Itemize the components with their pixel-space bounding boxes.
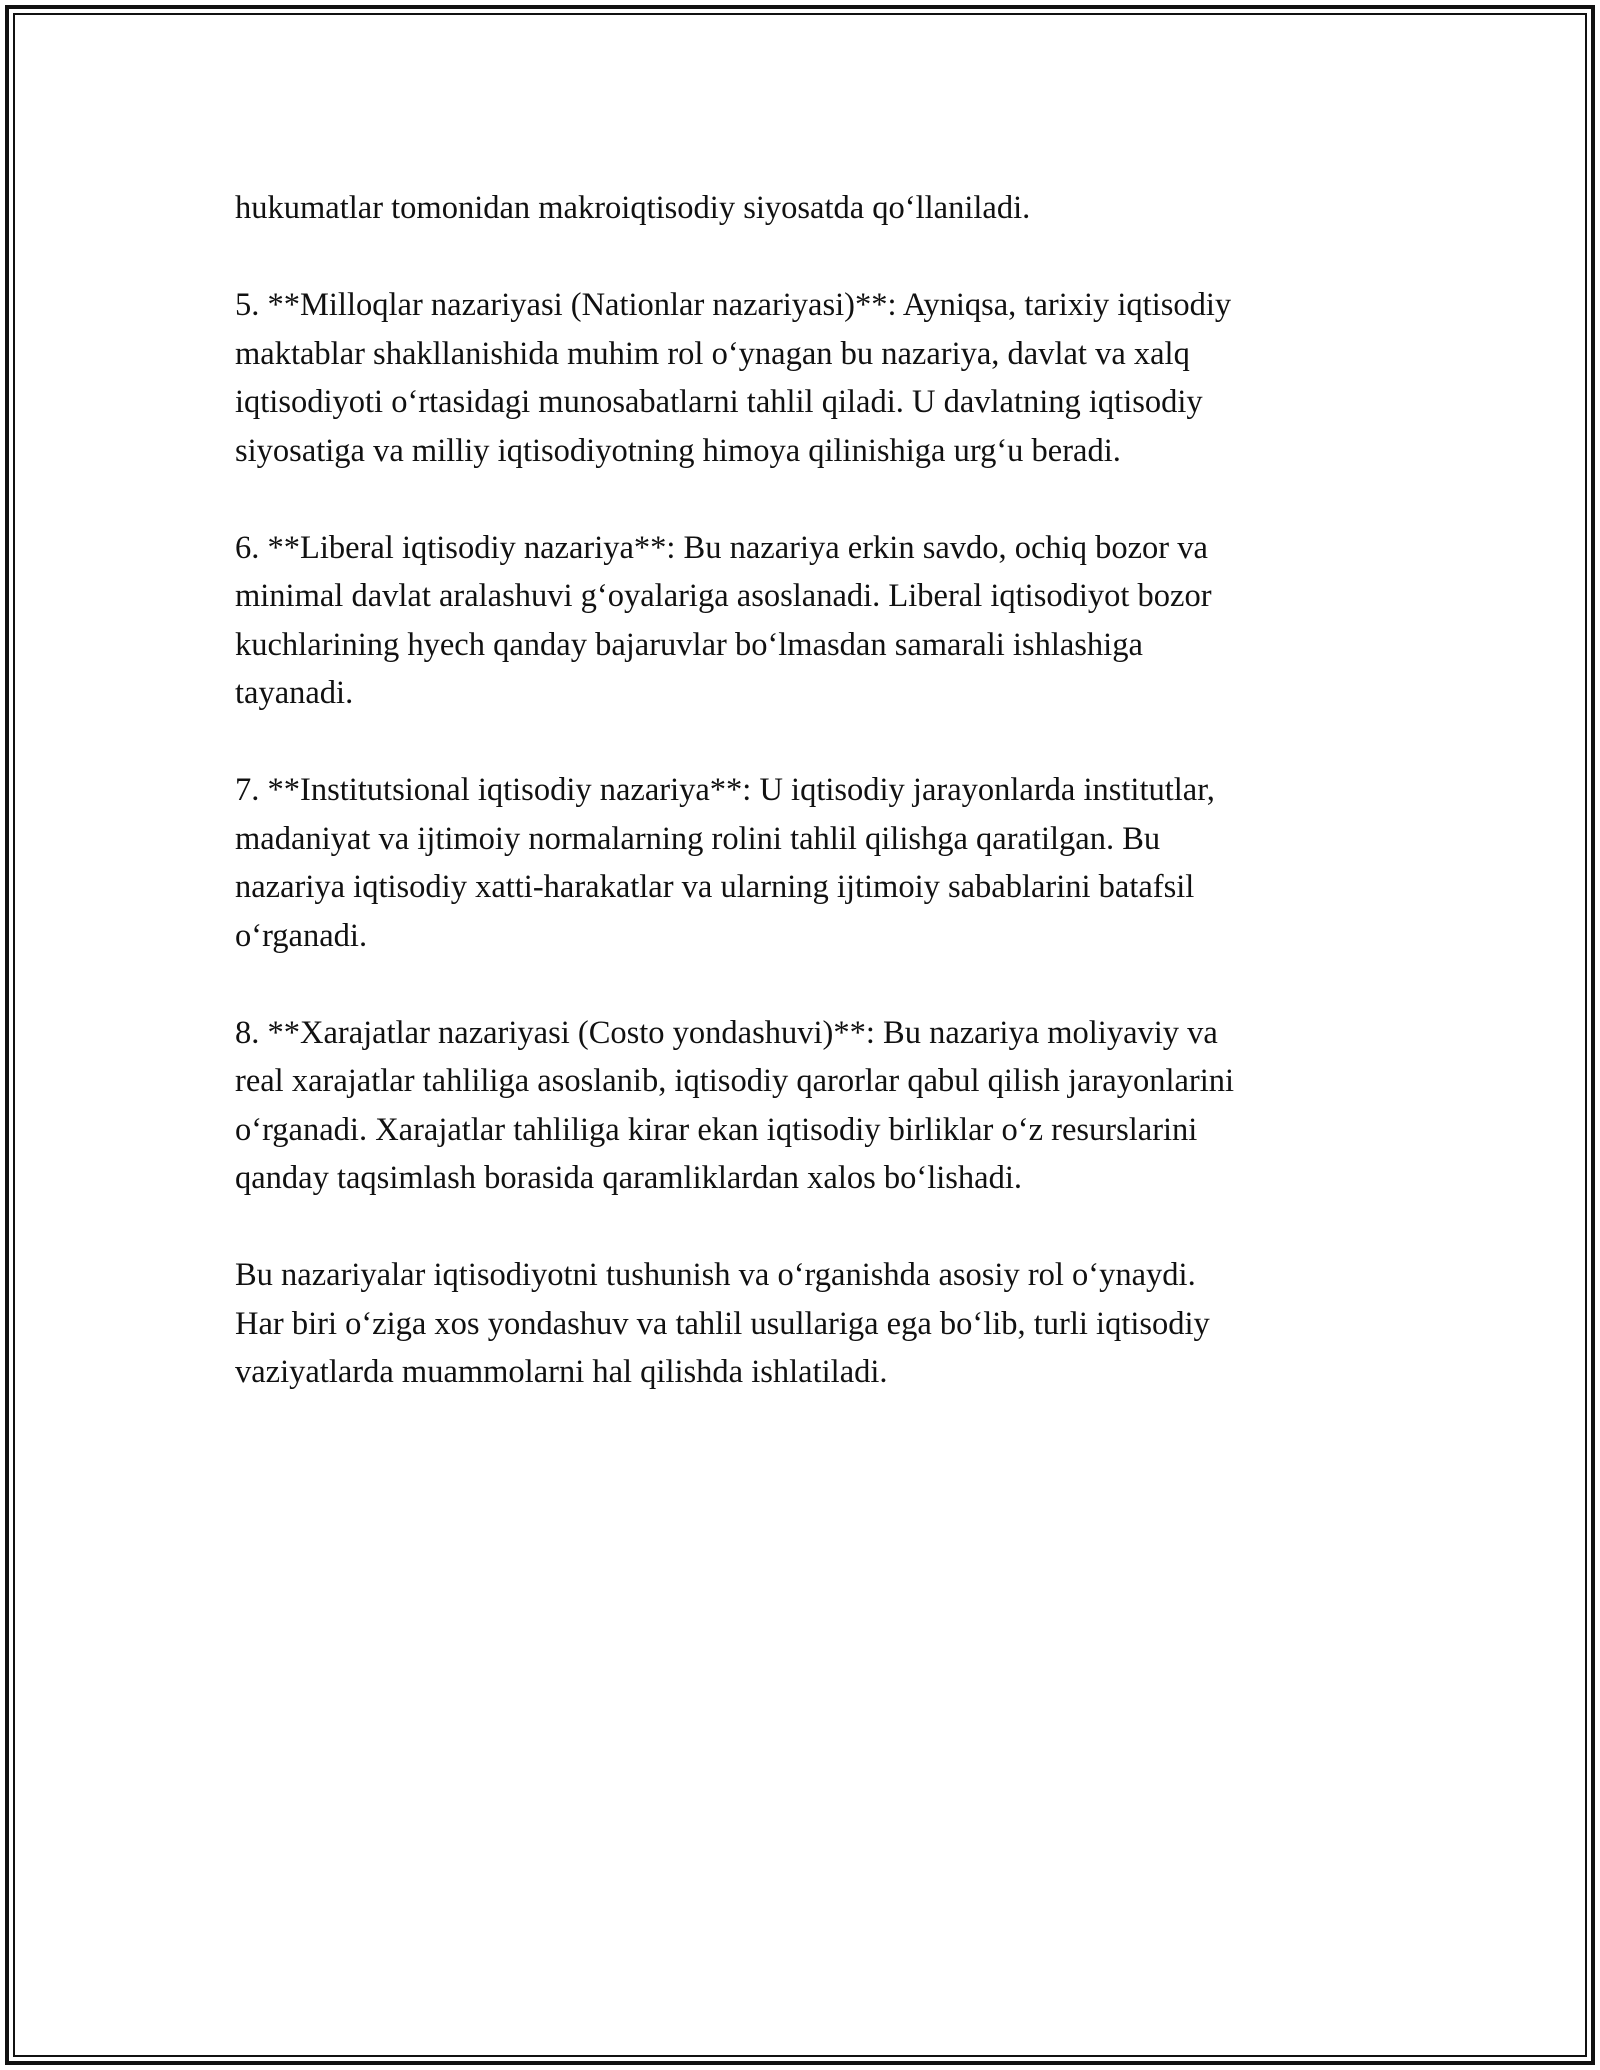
paragraph-item-8: 8. **Xarajatlar nazariyasi (Costo yondashuvi)**: Bu nazariya moliyaviy va real xarajatlar tahliliga asoslanib, iqtisodiy qarorlar qabul qilish jarayonlarini o‘rganadi. Xarajatlar tahliliga kirar ekan iqtisodiy birliklar o‘z resurslarini qanday taqsimlash borasida qaramliklardan xalos bo‘lishadi. — [235, 1014, 1235, 1196]
document-body — [235, 184, 1375, 1445]
paragraph-intro-continuation: hukumatlar tomonidan makroiqtisodiy siyosatda qo‘llaniladi. — [235, 190, 1031, 226]
paragraph-item-6: 6. **Liberal iqtisodiy nazariya**: Bu nazariya erkin savdo, ochiq bozor va minimal davlat aralashuvi g‘oyalariga asoslanadi. Liberal iqtisodiyot bozor kuchlarining hyech qanday bajaruvlar bo‘lmasdan samarali ishlashiga tayanadi. — [235, 529, 1212, 711]
paragraph-conclusion: Bu nazariyalar iqtisodiyotni tushunish va o‘rganishda asosiy rol o‘ynaydi. Har biri o‘ziga xos yondashuv va tahlil usullariga ega bo‘lib, turli iqtisodiy vaziyatlarda muammolarni hal qilishda ishlatiladi. — [235, 1257, 1210, 1390]
paragraph-item-5: 5. **Milloqlar nazariyasi (Nationlar nazariyasi)**: Ayniqsa, tarixiy iqtisodiy maktablar shakllanishida muhim rol o‘ynagan bu nazariya, davlat va xalq iqtisodiyoti o‘rtasidagi munosabatlarni tahlil qiladi. U davlatning iqtisodiy siyosatiga va milliy iqtisodiyotning himoya qilinishiga urg‘u beradi. — [235, 287, 1232, 469]
paragraph-item-7: 7. **Institutsional iqtisodiy nazariya**: U iqtisodiy jarayonlarda institutlar, madaniyat va ijtimoiy normalarning rolini tahlil qilishga qaratilgan. Bu nazariya iqtisodiy xatti-harakatlar va ularning ijtimoiy sabablarini batafsil o‘rganadi. — [235, 772, 1215, 954]
